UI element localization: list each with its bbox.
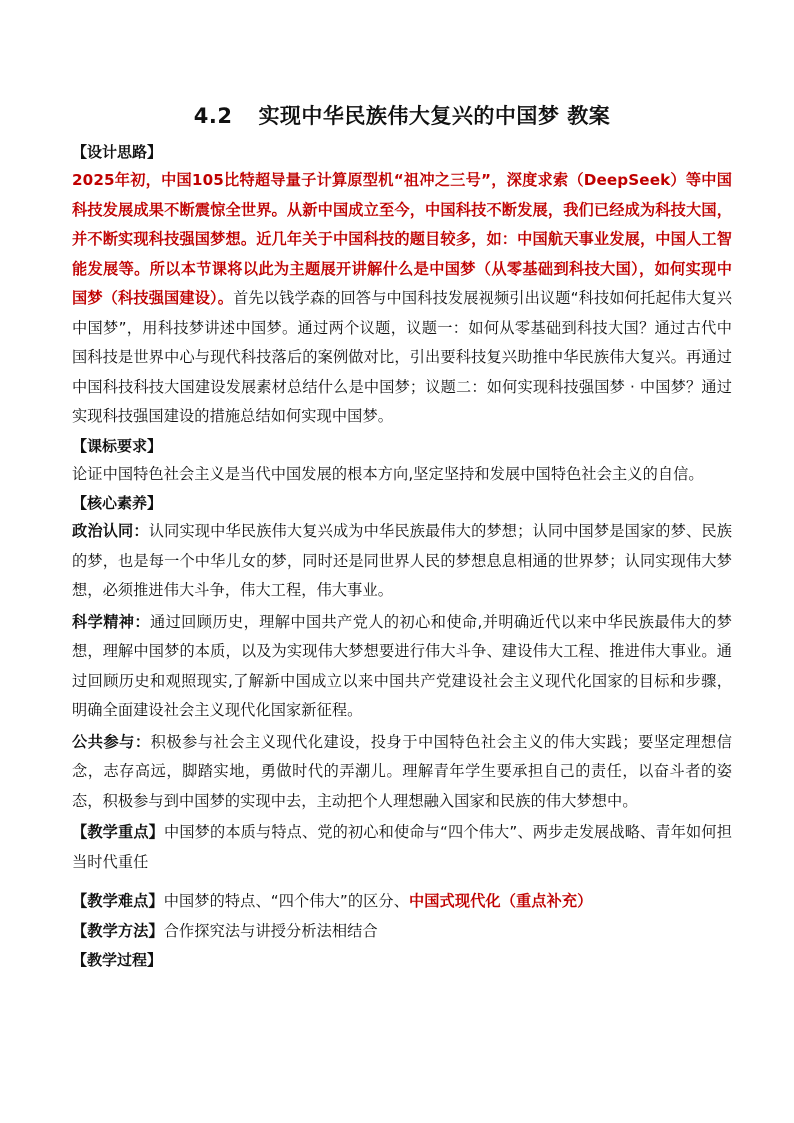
design-body-text: 首先以钱学森的回答与中国科技发展视频引出议题“科技如何托起伟大复兴中国梦”，用科技梦讲述中国梦。通过两个议题，议题一：如何从零基础到科技大国？通过古代中国科技是世界中心与现代科技落后的案例做对比，引出要科技复兴助推中华民族伟大复兴。再通过中国科技科技大国建设发展素材总结什么是中国梦；议题二：如何实现科技强国梦 · 中国梦？通过实现科技强国建设的措施总结如何实现中国梦。 [72, 289, 733, 425]
curriculum-text: 论证中国特色社会主义是当代中国发展的根本方向,坚定坚持和发展中国特色社会主义的自信。 [72, 464, 704, 483]
literacy-political [72, 517, 732, 606]
literacy-label: 政治认同： [72, 522, 149, 540]
document-page [72, 100, 732, 972]
title-text: 实现中华民族伟大复兴的中国梦 教案 [258, 104, 611, 128]
design-highlight-text: 2025年初，中国105比特超导量子计算原型机“祖冲之三号”，深度求索（DeepSeek）等中国科技发展成果不断震惊全世界。从新中国成立至今，中国科技不断发展，我们已经成为科技大国，并不断实现科技强国梦想。近几年关于中国科技的题目较多，如：中国航天事业发展，中国人工智能发展等。所以本节课将以此为主题展开讲解什么是中国梦（从零基础到科技大国），如何实现中国梦（科技强国建设）。 [72, 171, 732, 307]
curriculum-heading: 【课标要求】 [72, 436, 163, 455]
literacy-text: 认同实现中华民族伟大复兴成为中华民族最伟大的梦想；认同中国梦是国家的梦、民族的梦，也是每一个中华儿女的梦，同时还是同世界人民的梦想息息相通的世界梦；认同实现伟大梦想，必须推进伟大斗争，伟大工程，伟大事业。 [72, 522, 732, 599]
design-paragraph [72, 166, 732, 432]
methods [72, 917, 732, 947]
key-points-text: 中国梦的本质与特点、党的初心和使命与“四个伟大”、两步走发展战略、青年如何担当时代重任 [72, 823, 732, 871]
difficulties-heading: 【教学难点】 [72, 892, 164, 910]
key-points-heading: 【教学重点】 [72, 823, 164, 841]
design-heading: 【设计思路】 [72, 143, 163, 161]
literacy-label: 科学精神： [72, 612, 150, 631]
difficulties-highlight: 中国式现代化（重点补充） [408, 892, 593, 910]
key-points [72, 818, 732, 877]
literacy-text: 通过回顾历史，理解中国共产党人的初心和使命,并明确近代以来中华民族最伟大的梦想，理解中国梦的本质，以及为实现伟大梦想要进行伟大斗争、建设伟大工程、推进伟大事业。通过回顾历史和观照现实,了解新中国成立以来中国共产党建设社会主义现代化国家的目标和步骤，明确全面建设社会主义现代化国家新征程。 [72, 612, 732, 719]
difficulties [72, 887, 732, 917]
methods-text: 合作探究法与讲授分析法相结合 [163, 921, 378, 940]
literacy-text: 积极参与社会主义现代化建设，投身于中国特色社会主义的伟大实践；要坚定理想信念，志存高远，脚踏实地，勇做时代的弄潮儿。理解青年学生要承担自己的责任，以奋斗者的姿态，积极参与到中国梦的实现中去，主动把个人理想融入国家和民族的伟大梦想中。 [72, 732, 732, 810]
literacy-science [72, 608, 732, 726]
methods-heading: 【教学方法】 [72, 921, 164, 940]
literacy-label: 公共参与： [72, 732, 151, 751]
literacy-heading: 【核心素养】 [72, 494, 163, 512]
difficulties-text: 中国梦的特点、“四个伟大”的区分、 [163, 892, 409, 910]
document-title [72, 100, 732, 130]
literacy-public [72, 728, 732, 817]
section-number: 4.2 [193, 104, 233, 128]
process-heading: 【教学过程】 [72, 951, 163, 969]
